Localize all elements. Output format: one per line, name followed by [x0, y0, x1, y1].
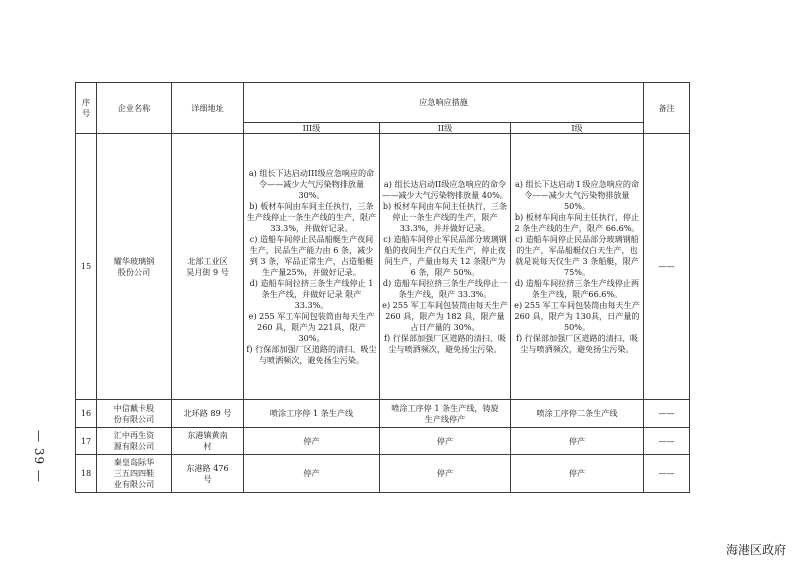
- row-level2-measures: 喷涂工序停 1 条生产线，铸旋 生产线停产: [380, 400, 511, 428]
- table-row: [76, 428, 690, 455]
- row-level3-measures: 停产: [244, 455, 380, 493]
- row-seq: 18: [76, 455, 97, 493]
- row-level1-measures: 停产: [511, 455, 644, 493]
- header-seq: 序号: [76, 83, 97, 134]
- measure-item: c) 造船车间停止民品船艇生产夜间生产，民品生产能力由 6 条，减少到 3 条，军品正常生产，占造船艇生产量25%，并做好记录。: [249, 233, 374, 277]
- measure-item: d) 造船车间拉挤三条生产线停止两条生产线，限产66.6%。: [514, 277, 640, 299]
- measure-item: c) 造船车间停止军民品部分玻璃钢船的夜间生产仅白天生产，停止夜间生产，产量由每天 12 条限产为 6 条，限产 50%。: [383, 233, 507, 277]
- row-level2-measures: [380, 134, 511, 400]
- measure-item: f) 行保部加强厂区道路的清扫、吸尘与喷洒频次，避免扬尘污染。: [383, 332, 507, 354]
- measure-item: a) 组长下达启动 I 级应急响应的命令——减少大气污染物排放量 50%。: [514, 178, 640, 211]
- footer-watermark: 海港区政府: [725, 543, 786, 557]
- row-seq: 15: [76, 134, 97, 400]
- header-level2: II级: [380, 123, 511, 134]
- row-address: 东港镇黄南 村: [172, 428, 244, 455]
- row-company: 秦皇岛际华 三五四四鞋 业有限公司: [97, 455, 172, 493]
- row-level2-measures: 停产: [380, 455, 511, 493]
- row-level3-measures: 停产: [244, 428, 380, 455]
- header-address: 详细地址: [172, 83, 244, 134]
- row-seq: 17: [76, 428, 97, 455]
- table-row: [76, 400, 690, 428]
- header-level3: III级: [244, 123, 380, 134]
- measure-item: a) 组长达启动II级应急响应的命令——减少大气污染物排放量 40%。: [382, 178, 508, 200]
- row-level1-measures: [511, 134, 644, 400]
- measure-item: a) 组长下达启动III级应急响应的命令——减少大气污染物排放量 30%。: [248, 167, 375, 200]
- row-company: 汇中再生资 源有限公司: [97, 428, 172, 455]
- row-level3-measures: 喷涂工序停 1 条生产线: [244, 400, 380, 428]
- measure-item: b) 板材车间由车间主任执行，三条生产线停止一条生产线的生产，限产 33.3%，并做好记录。: [246, 200, 377, 233]
- header-company: 企业名称: [97, 83, 172, 134]
- measure-item: b) 板材车间由车间主任执行，停止 2 条生产线的生产，限产 66.6%。: [514, 211, 640, 233]
- measure-item: f) 行保部加强厂区道路的清扫、吸尘与喷洒频次，避免扬尘污染。: [515, 332, 639, 354]
- measure-item: e) 255 军工车间包装筒由每天生产 260 具，限产为 182 具，限产量占日产量的 30%。: [382, 299, 508, 332]
- header-level1: I级: [511, 123, 644, 134]
- row-remark: ——: [644, 455, 690, 493]
- measure-item: e) 255 军工车间包装筒由每天生产 260 具，限产为 221具，限产 30%。: [248, 310, 375, 343]
- page-number: — 39 —: [32, 430, 46, 483]
- measure-item: e) 255 军工车间包装筒由每天生产 260 具，限产为 130具，日产量的 50%。: [514, 299, 640, 332]
- row-remark: ——: [644, 400, 690, 428]
- table-row: [76, 134, 690, 400]
- measure-item: f) 行保部加强厂区道路的清扫、吸尘与喷洒频次，避免扬尘污染。: [246, 343, 377, 365]
- measure-item: d) 造船车间拉挤三条生产线停止一条生产线，限产 33.3%。: [382, 277, 508, 299]
- measure-item: c) 造船车间停止民品部分玻璃钢船的生产，军品船艇仅白天生产，也就是说每天仅生产 3 条船艇，限产 75%。: [515, 233, 639, 277]
- measure-item: d) 造船车间拉挤三条生产线停止 1 条生产线，并做好记录 限产 33.3%。: [249, 277, 374, 310]
- row-level3-measures: [244, 134, 380, 400]
- emergency-measures-table: [75, 82, 690, 493]
- measure-item: b) 板材车间由车间主任执行，三条停止一条生产线的生产，限产 33.3%，并并做好记录。: [382, 200, 508, 233]
- row-remark: ——: [644, 428, 690, 455]
- row-address: 北部工业区 昊月街 9 号: [172, 134, 244, 400]
- row-level1-measures: 喷涂工序停二条生产线: [511, 400, 644, 428]
- row-remark: ——: [644, 134, 690, 400]
- table-row: [76, 455, 690, 493]
- header-remark: 备注: [644, 83, 690, 134]
- row-seq: 16: [76, 400, 97, 428]
- row-address: 东港路 476 号: [172, 455, 244, 493]
- header-measures: 应急响应措施: [244, 83, 644, 123]
- row-level1-measures: 停产: [511, 428, 644, 455]
- row-level2-measures: 停产: [380, 428, 511, 455]
- row-company: 中信戴卡股 份有限公司: [97, 400, 172, 428]
- row-company: 耀华玻璃钢 股份公司: [97, 134, 172, 400]
- row-address: 北环路 89 号: [172, 400, 244, 428]
